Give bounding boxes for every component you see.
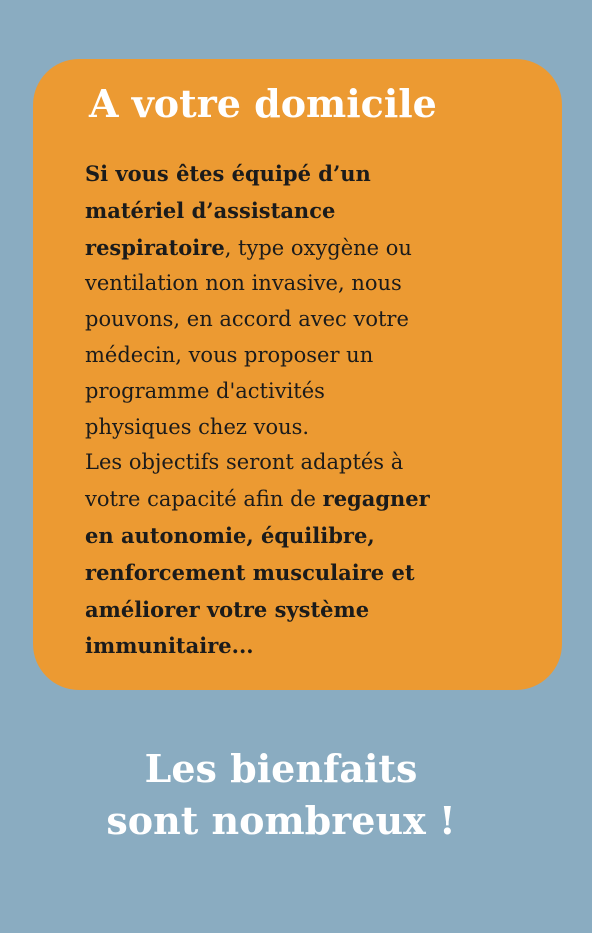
body-line-12-text: renforcement musculaire et: [85, 559, 415, 585]
body-line-4: ventilation non invasive, nous: [85, 271, 402, 296]
body-line-12: [85, 555, 525, 592]
body-line-11: [85, 518, 525, 555]
card-body: [85, 156, 525, 665]
info-card: [33, 59, 562, 690]
body-line-10-bold: regagner: [322, 486, 430, 512]
footer-heading: [0, 743, 562, 847]
body-line-10-rest: votre capacité afin de: [85, 487, 323, 512]
body-line-5: pouvons, en accord avec votre: [85, 307, 409, 332]
footer-line-1: Les bienfaits: [144, 746, 418, 791]
body-line-1-text: Si vous êtes équipé d’un: [85, 161, 371, 186]
body-line-14: [85, 628, 525, 665]
body-line-10: [85, 481, 525, 518]
body-line-1: [85, 156, 525, 193]
footer-line-2: sont nombreux !: [106, 798, 456, 843]
body-line-6: médecin, vous proposer un: [85, 342, 374, 367]
body-line-8: physiques chez vous.: [85, 414, 310, 439]
body-line-7: programme d'activités: [85, 378, 325, 403]
body-line-13: [85, 592, 525, 629]
body-line-13-text: améliorer votre système: [85, 596, 370, 622]
body-line-3: [85, 230, 525, 267]
body-line-2-text: matériel d’assistance: [85, 197, 336, 223]
body-line-11-text: en autonomie, équilibre,: [85, 522, 375, 548]
body-line-2: [85, 193, 525, 230]
body-line-14-text: immunitaire...: [85, 633, 254, 659]
card-title: A votre domicile: [89, 81, 437, 126]
body-line-3-bold: respiratoire: [85, 234, 225, 260]
body-line-9: Les objectifs seront adaptés à: [85, 450, 404, 475]
body-line-3-rest: , type oxygène ou: [224, 235, 412, 260]
